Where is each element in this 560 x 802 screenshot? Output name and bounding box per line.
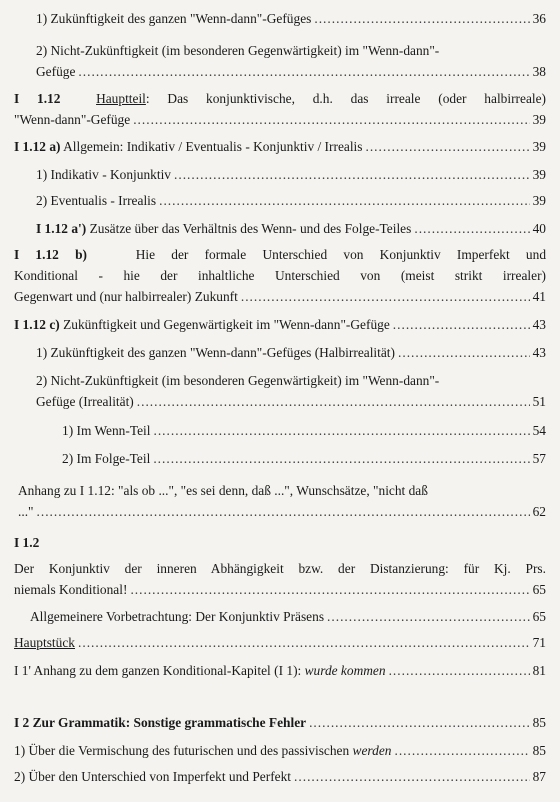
toc-entry bbox=[36, 342, 546, 363]
toc-entry bbox=[14, 314, 546, 335]
page-number: 43 bbox=[532, 317, 546, 332]
toc-entry bbox=[36, 8, 546, 29]
page-number: 81 bbox=[532, 663, 546, 678]
page-number: 39 bbox=[532, 193, 546, 208]
toc-entry bbox=[18, 480, 546, 522]
page-number: 57 bbox=[532, 451, 546, 466]
entry-title-cont: Gefüge bbox=[36, 64, 76, 79]
section-number: I 1.12 a') bbox=[36, 221, 87, 236]
section-number: I 1.12 b) bbox=[14, 247, 88, 262]
toc-entry bbox=[14, 88, 546, 130]
leader-dots bbox=[294, 766, 530, 787]
entry-title: Hie der formale Unterschied von Konjunktiv Imperfekt und bbox=[135, 247, 547, 262]
leader-dots bbox=[159, 190, 530, 211]
entry-title-cont: Gefüge (Irrealität) bbox=[36, 394, 134, 409]
entry-title: Zusätze über das Verhältnis des Wenn- und des Folge-Teiles bbox=[89, 221, 412, 236]
page-number: 41 bbox=[532, 289, 546, 304]
leader-dots bbox=[78, 632, 530, 653]
leader-dots bbox=[241, 286, 530, 307]
leader-dots bbox=[174, 164, 530, 185]
entry-title: 1) Zukünftigkeit des ganzen "Wenn-dann"-Gefüges (Halbirrealität) bbox=[36, 345, 395, 360]
leader-dots bbox=[309, 712, 530, 733]
section-heading: Hauptteil bbox=[96, 91, 146, 106]
page-number: 39 bbox=[532, 112, 546, 127]
entry-title: Allgemeinere Vorbetrachtung: Der Konjunktiv Präsens bbox=[30, 609, 325, 624]
entry-title-italic: wurde kommen bbox=[304, 663, 386, 678]
entry-title: 2) Nicht-Zukünftigkeit (im besonderen Gegenwärtigkeit) im "Wenn-dann"- bbox=[36, 373, 440, 388]
leader-dots bbox=[78, 61, 529, 82]
toc-entry bbox=[14, 244, 546, 307]
toc-entry bbox=[14, 632, 546, 653]
page-number: 65 bbox=[532, 582, 546, 597]
page-number: 54 bbox=[532, 423, 546, 438]
entry-title: 1) Indikativ - Konjunktiv bbox=[36, 167, 172, 182]
toc-entry bbox=[36, 218, 546, 239]
entry-title: 1) Zukünftigkeit des ganzen "Wenn-dann"-Gefüges bbox=[36, 11, 312, 26]
leader-dots bbox=[133, 109, 529, 130]
page-number: 39 bbox=[532, 167, 546, 182]
entry-title: Allgemein: Indikativ / Eventualis - Konjunktiv / Irrealis bbox=[63, 139, 363, 154]
leader-dots bbox=[414, 218, 529, 239]
entry-title: Zukünftigkeit und Gegenwärtigkeit im "Wenn-dann"-Gefüge bbox=[63, 317, 390, 332]
entry-title: 2) Im Folge-Teil bbox=[62, 451, 151, 466]
leader-dots bbox=[153, 420, 529, 441]
leader-dots bbox=[394, 740, 529, 761]
leader-dots bbox=[153, 448, 529, 469]
section-number: I 1.12 a) bbox=[14, 139, 61, 154]
entry-title-cont: "Wenn-dann"-Gefüge bbox=[14, 112, 131, 127]
leader-dots bbox=[393, 314, 530, 335]
page-number: 71 bbox=[532, 635, 546, 650]
page-number: 87 bbox=[532, 769, 546, 784]
entry-title: : Das konjunktivische, d.h. das irreale (oder halbirreale) bbox=[145, 91, 547, 106]
entry-title-cont: Gegenwart und (nur halbirrealer) Zukunft bbox=[14, 289, 238, 304]
entry-title: Der Konjunktiv der inneren Abhängigkeit bzw. der Distanzierung: für Kj. Prs. bbox=[14, 561, 546, 576]
toc-entry bbox=[14, 136, 546, 157]
toc-entry bbox=[36, 164, 546, 185]
toc-entry bbox=[14, 740, 546, 761]
page-number: 65 bbox=[532, 609, 546, 624]
entry-title-cont: Konditional - hie der inhaltliche Unterschied von (meist strikt irrealer) bbox=[14, 268, 546, 283]
section-heading: I 2 Zur Grammatik: Sonstige grammatische Fehler bbox=[14, 715, 307, 730]
toc-entry bbox=[14, 532, 546, 553]
toc-entry bbox=[14, 660, 546, 681]
page-number: 39 bbox=[532, 139, 546, 154]
page-number: 85 bbox=[532, 715, 546, 730]
entry-title-italic: werden bbox=[352, 743, 392, 758]
toc-entry bbox=[36, 190, 546, 211]
page-number: 85 bbox=[532, 743, 546, 758]
entry-title: 1) Über die Vermischung des futurischen und des passivischen bbox=[14, 743, 353, 758]
leader-dots bbox=[398, 342, 530, 363]
leader-dots bbox=[327, 606, 530, 627]
entry-title: 2) Eventualis - Irrealis bbox=[36, 193, 157, 208]
entry-title: 2) Über den Unterschied von Imperfekt und Perfekt bbox=[14, 769, 292, 784]
entry-title: 2) Nicht-Zukünftigkeit (im besonderen Gegenwärtigkeit) im "Wenn-dann"- bbox=[36, 43, 440, 58]
page-number: 62 bbox=[532, 504, 546, 519]
leader-dots bbox=[130, 579, 529, 600]
leader-dots bbox=[389, 660, 530, 681]
entry-title-cont: niemals Konditional! bbox=[14, 582, 128, 597]
entry-title: Anhang zu I 1.12: "als ob ...", "es sei denn, daß ...", Wunschsätze, "nicht daß bbox=[18, 483, 428, 498]
section-heading: I 1.2 bbox=[14, 535, 40, 550]
toc-entry bbox=[14, 558, 546, 600]
page-number: 36 bbox=[532, 11, 546, 26]
section-number: I 1.12 c) bbox=[14, 317, 60, 332]
page-number: 43 bbox=[532, 345, 546, 360]
section-number: I 1.12 bbox=[14, 91, 61, 106]
leader-dots bbox=[37, 501, 530, 522]
leader-dots bbox=[314, 8, 529, 29]
toc-entry bbox=[36, 40, 546, 82]
toc-entry bbox=[62, 420, 546, 441]
section-heading: Hauptstück bbox=[14, 635, 75, 650]
toc-entry bbox=[14, 712, 546, 733]
toc-entry bbox=[62, 448, 546, 469]
leader-dots bbox=[365, 136, 529, 157]
entry-title: 1) Im Wenn-Teil bbox=[62, 423, 151, 438]
page-number: 40 bbox=[532, 221, 546, 236]
leader-dots bbox=[137, 391, 530, 412]
toc-entry bbox=[30, 606, 546, 627]
entry-title: I 1' Anhang zu dem ganzen Konditional-Kapitel (I 1): bbox=[14, 663, 305, 678]
page-number: 51 bbox=[532, 394, 546, 409]
toc-entry bbox=[14, 766, 546, 787]
page-number: 38 bbox=[532, 64, 546, 79]
entry-title-cont: ..." bbox=[18, 504, 34, 519]
toc-entry bbox=[36, 370, 546, 412]
